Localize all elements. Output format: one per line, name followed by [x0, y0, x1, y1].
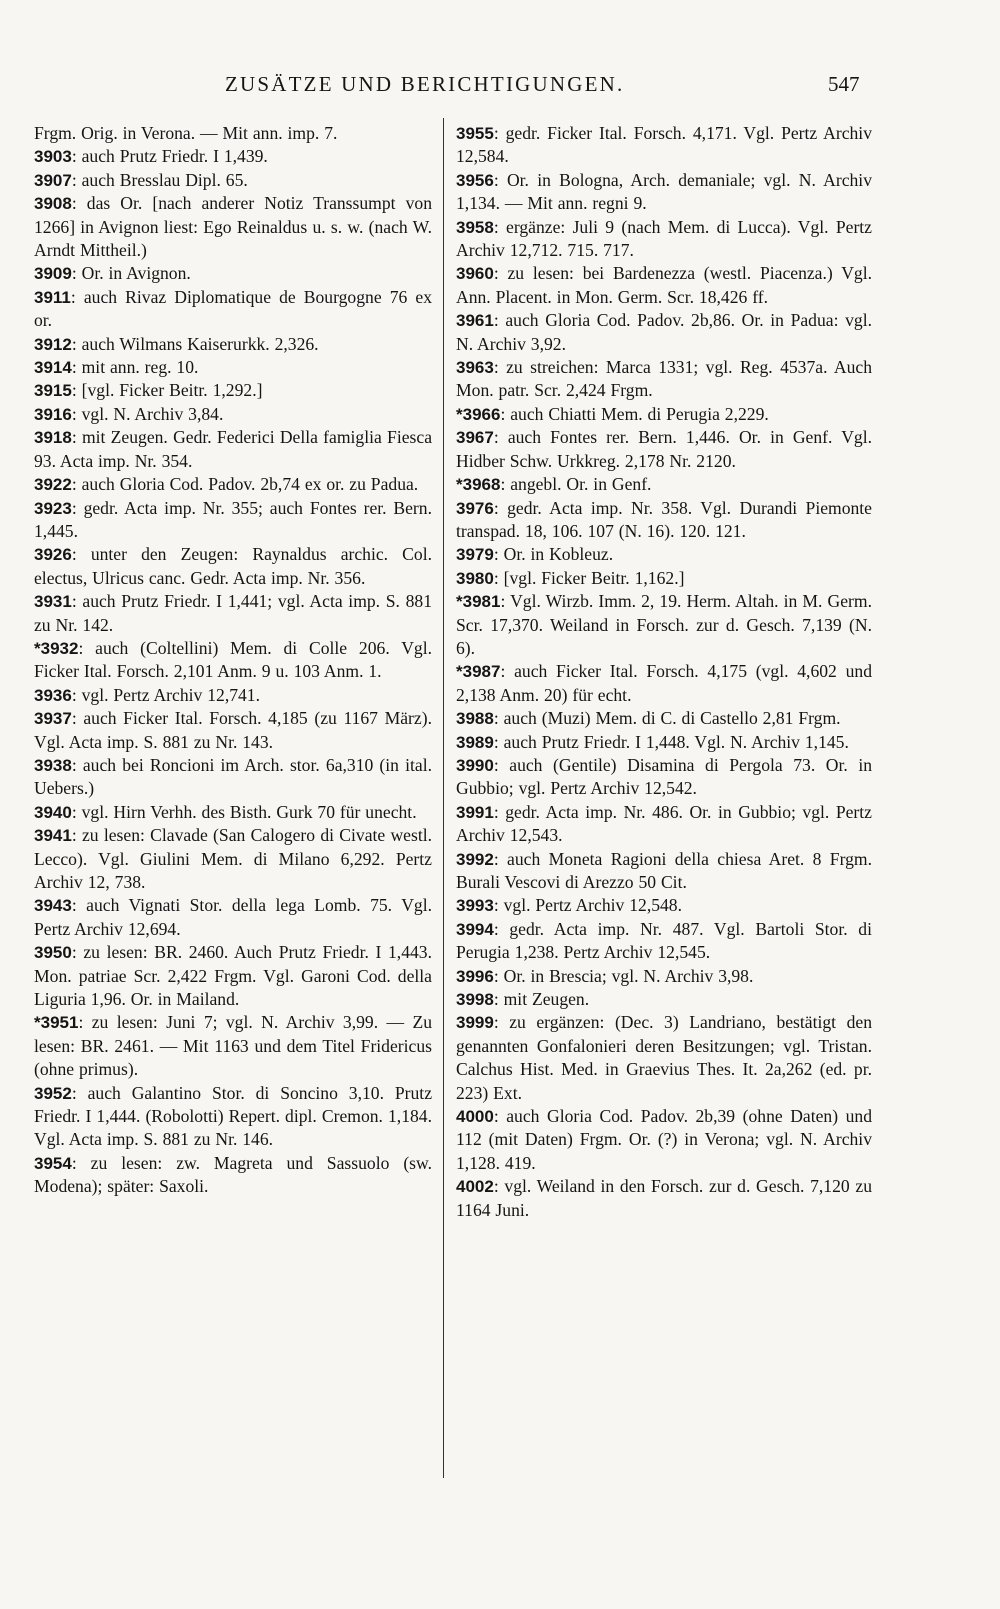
entry-3950	[34, 941, 432, 1011]
entry-3918	[34, 426, 432, 473]
entry-text: : auch (Muzi) Mem. di C. di Castello 2,81 Frgm.	[493, 708, 841, 729]
entry-number: 4000	[456, 1107, 494, 1127]
page-header	[0, 72, 1000, 102]
entry-text: : mit ann. reg. 10.	[71, 357, 199, 378]
entry-text: : unter den Zeugen: Raynaldus archic. Col. electus, Ulricus canc. Gedr. Acta imp. Nr. 356.	[34, 544, 432, 588]
continuation-text: Frgm. Orig. in Verona. — Mit ann. imp. 7.	[34, 123, 338, 143]
entry-text: : [vgl. Ficker Beitr. 1,162.]	[493, 567, 685, 588]
entry-number: 3922	[34, 475, 72, 495]
entry-3980	[456, 567, 872, 590]
entry-3907	[34, 169, 432, 192]
entry-text: : auch Prutz Friedr. I 1,441; vgl. Acta imp. S. 881 zu Nr. 142.	[34, 591, 432, 635]
entry-text: : ergänze: Juli 9 (nach Mem. di Lucca). Vgl. Pertz Archiv 12,712. 715. 717.	[456, 216, 872, 261]
entry-3993	[456, 894, 872, 917]
entry-text: : auch Prutz Friedr. I 1,439.	[71, 146, 268, 167]
entry-number: *3981	[456, 592, 501, 612]
entry-3941	[34, 824, 432, 894]
entry-number: 3931	[34, 592, 72, 612]
entry-3952	[34, 1082, 432, 1152]
entry-number: 3976	[456, 498, 494, 518]
entry-3923	[34, 497, 432, 544]
entry-number: 3923	[34, 498, 72, 518]
entry-star-3987	[456, 660, 872, 707]
entry-text: : vgl. Weiland in den Forsch. zur d. Gesch. 7,120 zu 1164 Juni.	[456, 1176, 872, 1220]
entry-3956	[456, 169, 872, 216]
page-number: 547	[828, 72, 860, 96]
entry-3996	[456, 965, 872, 988]
entry-number: 3903	[34, 147, 72, 167]
entry-number: 3938	[34, 755, 72, 775]
entry-text: : das Or. [nach anderer Notiz Transsumpt von 1266] in Avignon liest: Ego Reinaldus u. s. w. (nach W. Arndt Mittheil.)	[34, 193, 432, 261]
entry-text: : auch Moneta Ragioni della chiesa Aret. 8 Frgm. Burali Vescovi di Arezzo 50 Cit.	[456, 848, 872, 892]
column-divider	[443, 118, 444, 1478]
running-head: ZUSÄTZE UND BERICHTIGUNGEN.	[225, 72, 625, 96]
entry-3979	[456, 543, 872, 566]
entry-3994	[456, 918, 872, 965]
entry-3938	[34, 754, 432, 801]
right-entry-list	[456, 122, 872, 1222]
entry-text: : zu lesen: Clavade (San Calogero di Civate westl. Lecco). Vgl. Giulini Mem. di Milano 6,292. Pertz Archiv 12, 738.	[34, 825, 432, 892]
entry-star-3981	[456, 590, 872, 660]
entry-3909	[34, 262, 432, 285]
entry-number: 3988	[456, 709, 494, 729]
entry-4000	[456, 1105, 872, 1175]
entry-number: *3968	[456, 475, 501, 495]
entry-text: : vgl. N. Archiv 3,84.	[71, 403, 224, 424]
entry-text: : auch Gloria Cod. Padov. 2b,74 ex or. zu Padua.	[71, 474, 419, 495]
entry-text: : auch Prutz Friedr. I 1,448. Vgl. N. Archiv 1,145.	[493, 731, 849, 752]
entry-3976	[456, 497, 872, 544]
entry-3940	[34, 801, 432, 824]
entry-star-3951	[34, 1011, 432, 1081]
entry-3911	[34, 286, 432, 333]
entry-number: 3954	[34, 1153, 72, 1173]
entry-number: 3993	[456, 896, 494, 916]
entry-text: : zu lesen: zw. Magreta und Sassuolo (sw. Modena); später: Saxoli.	[34, 1152, 432, 1197]
entry-number: 3979	[456, 545, 494, 565]
entry-text: : mit Zeugen. Gedr. Federici Della famiglia Fiesca 93. Acta imp. Nr. 354.	[34, 427, 432, 471]
entry-3998	[456, 988, 872, 1011]
entry-text: : auch Rivaz Diplomatique de Bourgogne 76 ex or.	[34, 286, 432, 331]
entry-3937	[34, 707, 432, 754]
entry-3936	[34, 684, 432, 707]
entry-number: 3909	[34, 264, 72, 284]
entry-text: : auch (Gentile) Disamina di Pergola 73. Or. in Gubbio; vgl. Pertz Archiv 12,542.	[456, 754, 872, 799]
entry-3931	[34, 590, 432, 637]
entry-3990	[456, 754, 872, 801]
entry-number: 3961	[456, 311, 494, 331]
entry-number: 3940	[34, 802, 72, 822]
entry-number: 3960	[456, 264, 494, 284]
entry-text: : auch Ficker Ital. Forsch. 4,185 (zu 1167 März). Vgl. Acta imp. S. 881 zu Nr. 143.	[34, 708, 432, 752]
entry-text: : auch Fontes rer. Bern. 1,446. Or. in Genf. Vgl. Hidber Schw. Urkkreg. 2,178 Nr. 2120.	[456, 427, 872, 471]
entry-text: : auch Gloria Cod. Padov. 2b,39 (ohne Daten) und 112 (mit Daten) Frgm. Or. (?) in Verona; vgl. N. Archiv 1,128. 419.	[456, 1106, 872, 1173]
entry-text: : auch (Coltellini) Mem. di Colle 206. Vgl. Ficker Ital. Forsch. 2,101 Anm. 9 u. 103 Anm. 1.	[34, 637, 432, 682]
entry-text: : Or. in Bologna, Arch. demaniale; vgl. N. Archiv 1,134. — Mit ann. regni 9.	[456, 169, 872, 214]
entry-3955	[456, 122, 872, 169]
entry-text: : gedr. Acta imp. Nr. 486. Or. in Gubbio; vgl. Pertz Archiv 12,543.	[456, 801, 872, 846]
entry-3916	[34, 403, 432, 426]
entry-text: : zu ergänzen: (Dec. 3) Landriano, bestätigt den genannten Gonfalonieri deren Besitzungen; vgl. Tristan. Calchus Hist. Med. in Graevius Thes. It. 2a,262 (ed. pr. 223) Ext.	[456, 1012, 872, 1103]
entry-star-3932	[34, 637, 432, 684]
entry-text: : gedr. Acta imp. Nr. 355; auch Fontes rer. Bern. 1,445.	[34, 497, 432, 541]
entry-number: 3908	[34, 194, 72, 214]
entry-number: 4002	[456, 1177, 494, 1197]
entry-star-3968	[456, 473, 872, 496]
entry-number: 3996	[456, 966, 494, 986]
entry-number: 3980	[456, 568, 494, 588]
entry-number: 3914	[34, 358, 72, 378]
entry-text: : zu lesen: bei Bardenezza (westl. Piacenza.) Vgl. Ann. Placent. in Mon. Germ. Scr. 18,426 ff.	[456, 263, 872, 307]
entry-text: : gedr. Acta imp. Nr. 487. Vgl. Bartoli Stor. di Perugia 1,238. Pertz Archiv 12,545.	[456, 918, 872, 963]
entry-text: : auch Bresslau Dipl. 65.	[71, 169, 248, 190]
entry-number: *3951	[34, 1013, 79, 1033]
entry-3960	[456, 262, 872, 309]
entry-3958	[456, 216, 872, 263]
entry-text: : angebl. Or. in Genf.	[500, 474, 652, 495]
entry-number: 3994	[456, 919, 494, 939]
entry-number: 3963	[456, 358, 494, 378]
entry-3912	[34, 333, 432, 356]
entry-3961	[456, 309, 872, 356]
entry-number: 3998	[456, 990, 494, 1010]
entry-number: 3989	[456, 732, 494, 752]
entry-text: : auch Wilmans Kaiserurkk. 2,326.	[71, 333, 319, 354]
entry-number: 3907	[34, 170, 72, 190]
entry-3943	[34, 894, 432, 941]
entry-text: : [vgl. Ficker Beitr. 1,292.]	[71, 380, 263, 401]
entry-text: : mit Zeugen.	[493, 989, 590, 1010]
entry-text: : auch Ficker Ital. Forsch. 4,175 (vgl. 4,602 und 2,138 Anm. 20) für echt.	[456, 661, 872, 705]
entry-number: 3943	[34, 896, 72, 916]
entry-number: 3991	[456, 802, 494, 822]
entry-text: : auch Gloria Cod. Padov. 2b,86. Or. in Padua: vgl. N. Archiv 3,92.	[456, 310, 872, 354]
left-column	[34, 122, 432, 1482]
entry-text: : gedr. Acta imp. Nr. 358. Vgl. Durandi Piemonte transpad. 18, 106. 107 (N. 16). 120. 121.	[456, 497, 872, 541]
entry-text: : Or. in Brescia; vgl. N. Archiv 3,98.	[493, 965, 754, 986]
entry-3914	[34, 356, 432, 379]
entry-3988	[456, 707, 872, 730]
entry-text: : zu lesen: Juni 7; vgl. N. Archiv 3,99. — Zu lesen: BR. 2461. — Mit 1163 und dem Titel Fridericus (ohne primus).	[34, 1012, 432, 1080]
entry-text: : vgl. Pertz Archiv 12,741.	[71, 684, 261, 705]
entry-3903	[34, 145, 432, 168]
entry-number: *3987	[456, 662, 501, 682]
entry-3963	[456, 356, 872, 403]
entry-3915	[34, 379, 432, 402]
entry-number: 3926	[34, 545, 72, 565]
entry-number: 3915	[34, 381, 72, 401]
entry-number: 3916	[34, 404, 72, 424]
entry-number: *3966	[456, 404, 501, 424]
entry-number: 3918	[34, 428, 72, 448]
entry-number: 3912	[34, 334, 72, 354]
entry-number: 3990	[456, 755, 494, 775]
entry-3999	[456, 1011, 872, 1105]
right-column	[456, 122, 872, 1482]
entry-text: : auch Galantino Stor. di Soncino 3,10. Prutz Friedr. I 1,444. (Robolotti) Repert. dipl. Cremon. 1,184. Vgl. Acta imp. S. 881 zu Nr. 146.	[34, 1082, 432, 1150]
entry-text: : vgl. Pertz Archiv 12,548.	[493, 895, 683, 916]
entry-number: *3932	[34, 638, 79, 658]
entry-number: 3955	[456, 124, 494, 143]
entry-3991	[456, 801, 872, 848]
entry-text: : Or. in Kobleuz.	[493, 544, 614, 565]
entry-number: 3999	[456, 1013, 494, 1033]
entry-text: : zu streichen: Marca 1331; vgl. Reg. 4537a. Auch Mon. patr. Scr. 2,424 Frgm.	[456, 357, 872, 401]
entry-3908	[34, 192, 432, 262]
entry-number: 3936	[34, 685, 72, 705]
entry-number: 3941	[34, 826, 72, 846]
entry-number: 3956	[456, 170, 494, 190]
entry-number: 3911	[34, 287, 71, 307]
entry-text: : Or. in Avignon.	[71, 263, 191, 284]
entry-3954	[34, 1152, 432, 1199]
entry-number: 3992	[456, 849, 494, 869]
entry-text: : zu lesen: BR. 2460. Auch Prutz Friedr. I 1,443. Mon. patriae Scr. 2,422 Frgm. Vgl. Garoni Cod. della Liguria 1,96. Or. in Mailand.	[34, 942, 432, 1010]
entry-star-3966	[456, 403, 872, 426]
entry-number: 3950	[34, 943, 72, 963]
entry-number: 3952	[34, 1083, 72, 1103]
entry-text: : auch Chiatti Mem. di Perugia 2,229.	[500, 403, 769, 424]
entry-number: 3958	[456, 217, 494, 237]
entry-text: : vgl. Hirn Verhh. des Bisth. Gurk 70 für unecht.	[71, 801, 417, 822]
entry-3926	[34, 543, 432, 590]
entry-3967	[456, 426, 872, 473]
entry-number: 3967	[456, 428, 494, 448]
entry-3989	[456, 731, 872, 754]
entry-number: 3937	[34, 709, 72, 729]
entry-4002	[456, 1175, 872, 1222]
entry-3922	[34, 473, 432, 496]
entry-3992	[456, 848, 872, 895]
entry-text: : auch Vignati Stor. della lega Lomb. 75. Vgl. Pertz Archiv 12,694.	[34, 895, 432, 939]
entry-text: : auch bei Roncioni im Arch. stor. 6a,310 (in ital. Uebers.)	[34, 754, 432, 799]
left-entry-list	[34, 145, 432, 1198]
entry-text: : Vgl. Wirzb. Imm. 2, 19. Herm. Altah. in M. Germ. Scr. 17,370. Weiland in Forsch. zur d. Gesch. 7,139 (N. 6).	[456, 591, 872, 658]
entry-text: : gedr. Ficker Ital. Forsch. 4,171. Vgl. Pertz Archiv 12,584.	[456, 123, 872, 167]
